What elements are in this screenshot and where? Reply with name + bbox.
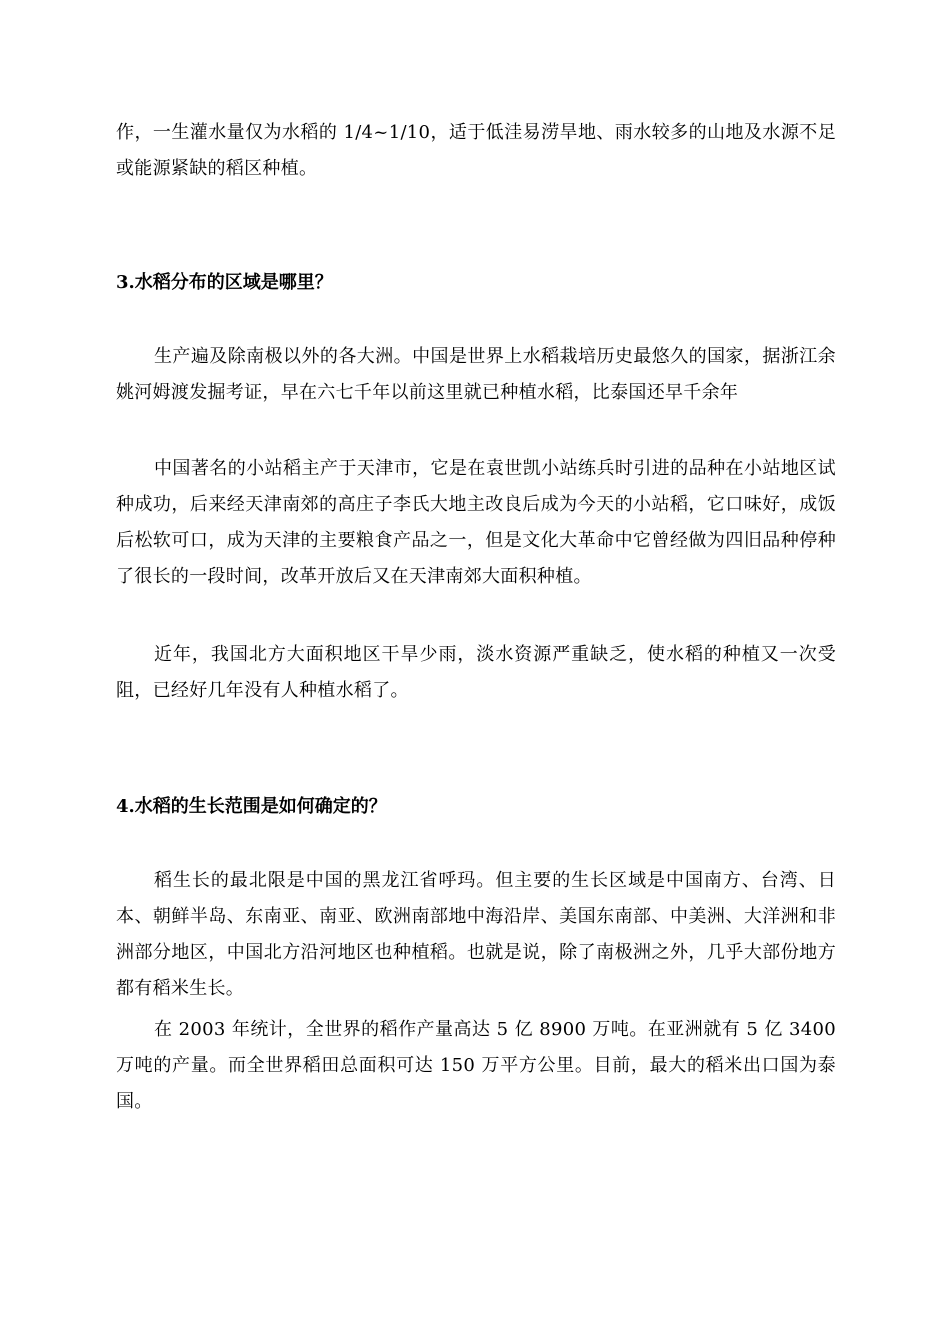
section-3-paragraph-2: 中国著名的小站稻主产于天津市，它是在袁世凯小站练兵时引进的品种在小站地区试种成功，后来经天津南郊的高庄子李氏大地主改良后成为今天的小站稻，它口味好，成饭后松软可口，成为天津的主要粮食产品之一，但是文化大革命中它曾经做为四旧品种停种了很长的一段时间，改革开放后又在天津南郊大面积种植。 [116, 458, 836, 587]
section-3-paragraph-3: 近年，我国北方大面积地区干旱少雨，淡水资源严重缺乏，使水稻的种植又一次受阻，已经好几年没有人种植水稻了。 [116, 644, 836, 701]
section-4-number: 4. [116, 796, 135, 817]
section-4-heading [116, 789, 387, 825]
section-3-title: 水稻分布的区域是哪里？ [134, 272, 333, 293]
intro-paragraph: 作，一生灌水量仅为水稻的 1/4~1/10，适于低洼易涝旱地、雨水较多的山地及水源不足或能源紧缺的稻区种植。 [116, 122, 836, 179]
section-3-paragraph-1: 生产遍及除南极以外的各大洲。中国是世界上水稻栽培历史最悠久的国家，据浙江余姚河姆渡发掘考证，早在六七千年以前这里就已种植水稻，比泰国还早千余年 [116, 346, 836, 403]
section-3-number: 3. [116, 272, 135, 293]
section-4-paragraph-1: 稻生长的最北限是中国的黑龙江省呼玛。但主要的生长区域是中国南方、台湾、日本、朝鲜半岛、东南亚、南亚、欧洲南部地中海沿岸、美国东南部、中美洲、大洋洲和非洲部分地区，中国北方沿河地区也种植稻。也就是说，除了南极洲之外，几乎大部份地方都有稻米生长。 [116, 870, 836, 999]
section-4-paragraph-2: 在 2003 年统计，全世界的稻作产量高达 5 亿 8900 万吨。在亚洲就有 5 亿 3400 万吨的产量。而全世界稻田总面积可达 150 万平方公里。目前，最大的稻米出口国为泰国。 [116, 1019, 836, 1112]
section-3-heading [116, 265, 333, 301]
section-4-title: 水稻的生长范围是如何确定的？ [134, 796, 387, 817]
